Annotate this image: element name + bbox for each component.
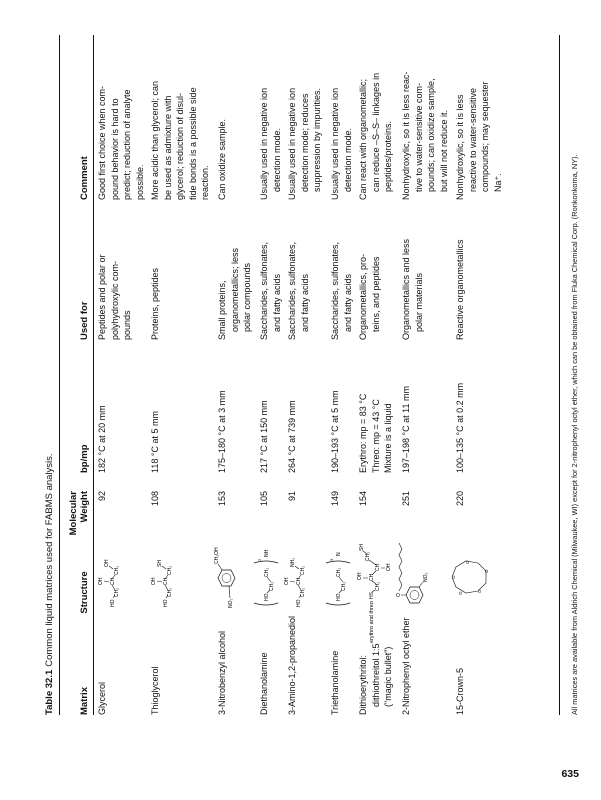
matrix-cell: Diethanolamine bbox=[259, 652, 269, 715]
used-cell: Organometallics, pro- teins, and peptides bbox=[358, 253, 381, 340]
svg-text:CH₂OH: CH₂OH bbox=[214, 547, 220, 564]
header-matrix: Matrix bbox=[79, 687, 90, 715]
footnote: All matrices are available from Aldrich Chemical (Milwaukee, WI) except for 2-nitrophenyl octyl ether, which can be obtained from Fluka Chemical Corp. (Ronkonkoma, NY). bbox=[570, 154, 579, 715]
mw-cell: 153 bbox=[217, 491, 227, 507]
svg-text:NO₂: NO₂ bbox=[423, 572, 429, 582]
header-bp: bp/mp bbox=[79, 444, 90, 473]
bottom-rule bbox=[559, 35, 560, 715]
svg-text:CH₂: CH₂ bbox=[336, 567, 342, 577]
svg-text:3: 3 bbox=[329, 558, 334, 561]
bp-cell: 175–180 °C at 3 mm bbox=[217, 390, 227, 473]
used-cell: Peptides and polar or polyhydroxylic com- pounds bbox=[97, 254, 132, 340]
triethanolamine-structure bbox=[324, 545, 354, 607]
svg-text:O: O bbox=[484, 569, 489, 573]
nitrobenzyl-structure bbox=[212, 542, 246, 612]
svg-text:CH₂: CH₂ bbox=[300, 565, 306, 575]
svg-text:OH: OH bbox=[357, 572, 363, 580]
comment-cell: Usually used in negative ion detection mode; reduces suppression by impurities. bbox=[287, 87, 322, 200]
svg-text:NH: NH bbox=[264, 549, 270, 557]
matrix-cell: Dithioerythritol: dithiothreitol 1:5 ("magic bullet") bbox=[358, 643, 393, 715]
header-used-for: Used for bbox=[79, 301, 90, 340]
used-cell: Organometallics and less polar materials bbox=[401, 238, 424, 340]
bp-cell: 217 °C at 150 mm bbox=[259, 400, 269, 473]
header-structure: Structure bbox=[79, 571, 90, 614]
mw-cell: 154 bbox=[358, 491, 368, 507]
caption-text: Common liquid matrices used for FABMS analysis. bbox=[44, 453, 55, 667]
comment-cell: Good first choice when com- pound behavior is hard to predict; reduction of analyte possible. bbox=[97, 85, 145, 200]
svg-text:CH₂: CH₂ bbox=[269, 581, 275, 591]
bp-cell: 264 °C at 739 mm bbox=[287, 400, 297, 473]
used-cell: Reactive organometallics bbox=[455, 239, 465, 340]
used-cell: Saccharides, sulfonates, and fatty acids bbox=[259, 241, 282, 340]
svg-text:OH: OH bbox=[386, 563, 392, 571]
bp-cell: Erythro: mp = 83 °C Threo: mp = 43 °C Mixture is a liquid bbox=[358, 393, 393, 473]
svg-text:O: O bbox=[458, 591, 463, 595]
svg-text:erythro and threo: erythro and threo bbox=[369, 601, 375, 643]
used-cell: Saccharides, sulfonates, and fatty acids bbox=[287, 241, 310, 340]
comment-cell: Usually used in negative ion detection mode. bbox=[330, 87, 353, 200]
bp-cell: 118 °C at 5 mm bbox=[150, 411, 160, 473]
used-cell: Saccharides, sulfonates, and fatty acids bbox=[330, 241, 353, 340]
mw-cell: 92 bbox=[97, 491, 107, 502]
used-cell: Small proteins, organometallics; less polar compounds bbox=[217, 247, 252, 340]
matrix-cell: Glycerol bbox=[97, 681, 107, 715]
svg-text:OH: OH bbox=[151, 577, 157, 585]
svg-text:CH: CH bbox=[375, 563, 381, 571]
svg-text:O: O bbox=[451, 575, 456, 579]
header-comment: Comment bbox=[79, 156, 90, 200]
svg-text:CH: CH bbox=[110, 577, 116, 585]
mw-cell: 251 bbox=[401, 491, 411, 507]
svg-text:OH: OH bbox=[98, 577, 104, 585]
bp-cell: 197–198 °C at 11 mm bbox=[401, 386, 411, 473]
comment-cell: Can oxidize sample. bbox=[217, 118, 227, 200]
used-cell: Proteins, peptides bbox=[150, 267, 160, 340]
caption-label: Table 32.1 bbox=[44, 669, 55, 715]
page-number: 635 bbox=[561, 768, 579, 780]
comment-cell: Nonhydroxylic, so it is less reactive to water-sensitive compounds; may sequester Na⁺. bbox=[455, 81, 503, 200]
svg-text:HO: HO bbox=[110, 599, 116, 607]
svg-text:NO₂: NO₂ bbox=[228, 598, 234, 608]
glycerol-structure bbox=[96, 547, 126, 607]
comment-cell: More acidic than glycerol; can be used as admixture with glycerol; reduction of disul- fide bonds is a possible side reaction. bbox=[150, 80, 210, 200]
header-rule bbox=[93, 35, 94, 715]
svg-text:CH₂: CH₂ bbox=[167, 587, 173, 597]
bp-cell: 190–193 °C at 5 mm bbox=[330, 390, 340, 473]
matrix-cell: Triethanolamine bbox=[330, 650, 340, 715]
svg-text:O: O bbox=[477, 589, 482, 593]
svg-text:CH₂: CH₂ bbox=[264, 567, 270, 577]
svg-text:HO: HO bbox=[163, 599, 169, 607]
matrix-cell: 3-Nitrobenzyl alcohol bbox=[217, 630, 227, 715]
svg-text:HO: HO bbox=[264, 593, 270, 601]
svg-text:CH: CH bbox=[163, 577, 169, 585]
svg-text:CH₂: CH₂ bbox=[375, 581, 381, 591]
comment-cell: Can react with organometallic; can reduce –S–S– linkages in peptides/proteins. bbox=[358, 72, 393, 200]
svg-text:CH₂: CH₂ bbox=[365, 551, 371, 561]
diethanolamine-structure bbox=[252, 545, 282, 607]
svg-text:OH: OH bbox=[104, 559, 110, 567]
svg-text:O: O bbox=[465, 560, 470, 564]
nitrophenyl-structure bbox=[396, 535, 430, 615]
svg-text:2: 2 bbox=[257, 558, 262, 561]
thioglycerol-structure bbox=[149, 547, 179, 607]
mw-cell: 220 bbox=[455, 491, 465, 507]
top-rule bbox=[59, 35, 60, 715]
rotated-table bbox=[44, 35, 584, 715]
svg-text:CH: CH bbox=[369, 573, 375, 581]
mw-cell: 105 bbox=[259, 491, 269, 507]
crown-ether-structure bbox=[448, 555, 492, 599]
svg-text:HS: HS bbox=[369, 592, 375, 599]
matrix-cell: 2-Nitrophenyl octyl ether bbox=[401, 617, 411, 715]
table-caption bbox=[44, 453, 55, 715]
dithio-structure bbox=[355, 541, 393, 643]
aminopropanediol-structure bbox=[282, 547, 312, 607]
svg-text:HO: HO bbox=[296, 599, 302, 607]
header-molecular: Molecular bbox=[68, 491, 79, 536]
svg-text:CH₂: CH₂ bbox=[114, 565, 120, 575]
mw-cell: 108 bbox=[150, 491, 160, 507]
svg-text:O: O bbox=[396, 593, 402, 597]
svg-text:HO: HO bbox=[336, 593, 342, 601]
matrix-cell: 3-Amino-1,2-propanediol bbox=[287, 615, 297, 715]
mw-cell: 149 bbox=[330, 491, 340, 507]
mw-cell: 91 bbox=[287, 491, 297, 502]
bp-cell: 182 °C at 20 mm bbox=[97, 405, 107, 473]
svg-text:OH: OH bbox=[284, 577, 290, 585]
svg-text:CH₂: CH₂ bbox=[341, 581, 347, 591]
matrix-cell: 15-Crown-5 bbox=[455, 667, 465, 715]
svg-text:SH: SH bbox=[359, 544, 365, 551]
svg-text:CH₂: CH₂ bbox=[167, 565, 173, 575]
svg-text:N: N bbox=[336, 552, 342, 556]
svg-text:CH₂: CH₂ bbox=[114, 587, 120, 597]
matrix-cell: Thioglycerol bbox=[150, 666, 160, 715]
header-weight: Weight bbox=[79, 491, 90, 523]
svg-text:NH₂: NH₂ bbox=[290, 557, 296, 567]
comment-cell: Usually used in negative ion detection mode. bbox=[259, 87, 282, 200]
comment-cell: Nonhydroxylic, so it is less reac- tive to water-sensitive com- pounds; can oxidize sample, but will not reduce it. bbox=[401, 71, 449, 200]
svg-text:CH₂: CH₂ bbox=[300, 587, 306, 597]
svg-text:CH: CH bbox=[296, 577, 302, 585]
bp-cell: 100–135 °C at 0.2 mm bbox=[455, 382, 465, 473]
svg-text:SH: SH bbox=[157, 560, 163, 567]
